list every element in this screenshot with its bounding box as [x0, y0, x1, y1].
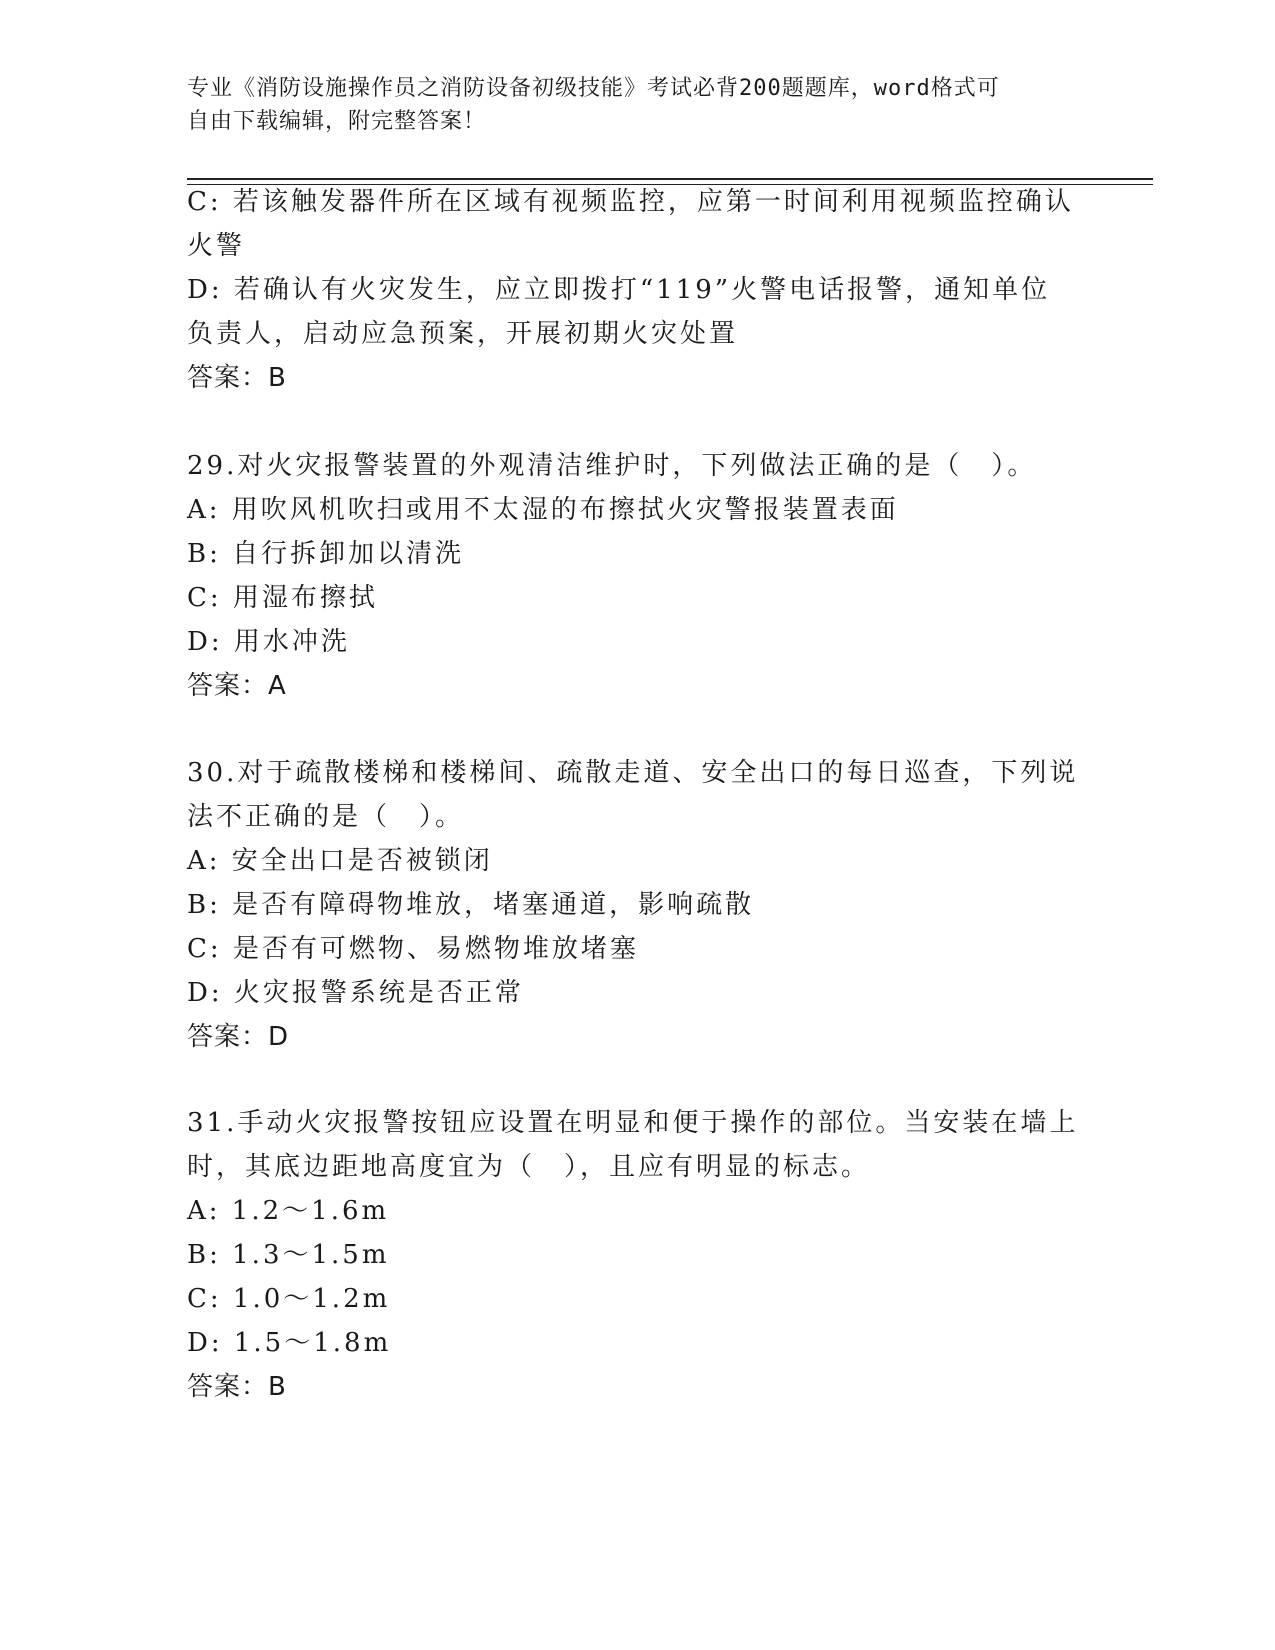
header-divider-thin	[187, 184, 1153, 185]
question-31-option-b: B: 1.3～1.5m	[187, 1240, 390, 1270]
question-31-stem-line1: 31.手动火灾报警按钮应设置在明显和便于操作的部位。当安装在墙上	[187, 1108, 1079, 1138]
question-30-option-c: C: 是否有可燃物、易燃物堆放堵塞	[187, 934, 639, 964]
question-31-answer: 答案：B	[187, 1372, 287, 1402]
question-30-stem-line2: 法不正确的是（ ）。	[187, 802, 465, 832]
document-header	[187, 72, 1067, 138]
header-divider-thick	[187, 178, 1153, 180]
question-31-option-a: A: 1.2～1.6m	[187, 1196, 390, 1226]
question-29-option-a: A: 用吹风机吹扫或用不太湿的布擦拭火灾警报装置表面	[187, 495, 899, 525]
question-31-option-c: C: 1.0～1.2m	[187, 1284, 391, 1314]
header-line-2: 自由下载编辑，附完整答案！	[187, 109, 487, 134]
carryover-option-d-line2: 负责人，启动应急预案，开展初期火灾处置	[187, 319, 739, 349]
question-30-option-d: D: 火灾报警系统是否正常	[187, 978, 524, 1008]
question-30-option-b: B: 是否有障碍物堆放，堵塞通道，影响疏散	[187, 890, 755, 920]
header-line-1: 专业《消防设施操作员之消防设备初级技能》考试必背200题题库，word格式可	[187, 76, 1000, 101]
question-30-answer: 答案：D	[187, 1022, 290, 1052]
question-29-option-d: D: 用水冲洗	[187, 627, 350, 657]
question-29-option-c: C: 用湿布擦拭	[187, 583, 378, 613]
question-31-option-d: D: 1.5～1.8m	[187, 1328, 392, 1358]
question-29-answer: 答案：A	[187, 671, 287, 701]
question-31-stem-line2: 时，其底边距地高度宜为（ ），且应有明显的标志。	[187, 1152, 871, 1182]
question-30-option-a: A: 安全出口是否被锁闭	[187, 846, 493, 876]
question-29-stem: 29.对火灾报警装置的外观清洁维护时，下列做法正确的是（ ）。	[187, 451, 1037, 481]
question-30-stem-line1: 30.对于疏散楼梯和楼梯间、疏散走道、安全出口的每日巡查，下列说	[187, 758, 1079, 788]
question-29-option-b: B: 自行拆卸加以清洗	[187, 539, 465, 569]
carryover-answer: 答案：B	[187, 363, 287, 393]
carryover-option-d-line1: D: 若确认有火灾发生，应立即拨打“119”火警电话报警，通知单位	[187, 275, 1051, 305]
carryover-option-c-line1: C: 若该触发器件所在区域有视频监控，应第一时间利用视频监控确认	[187, 187, 1074, 217]
carryover-option-c-line2: 火警	[187, 231, 246, 261]
